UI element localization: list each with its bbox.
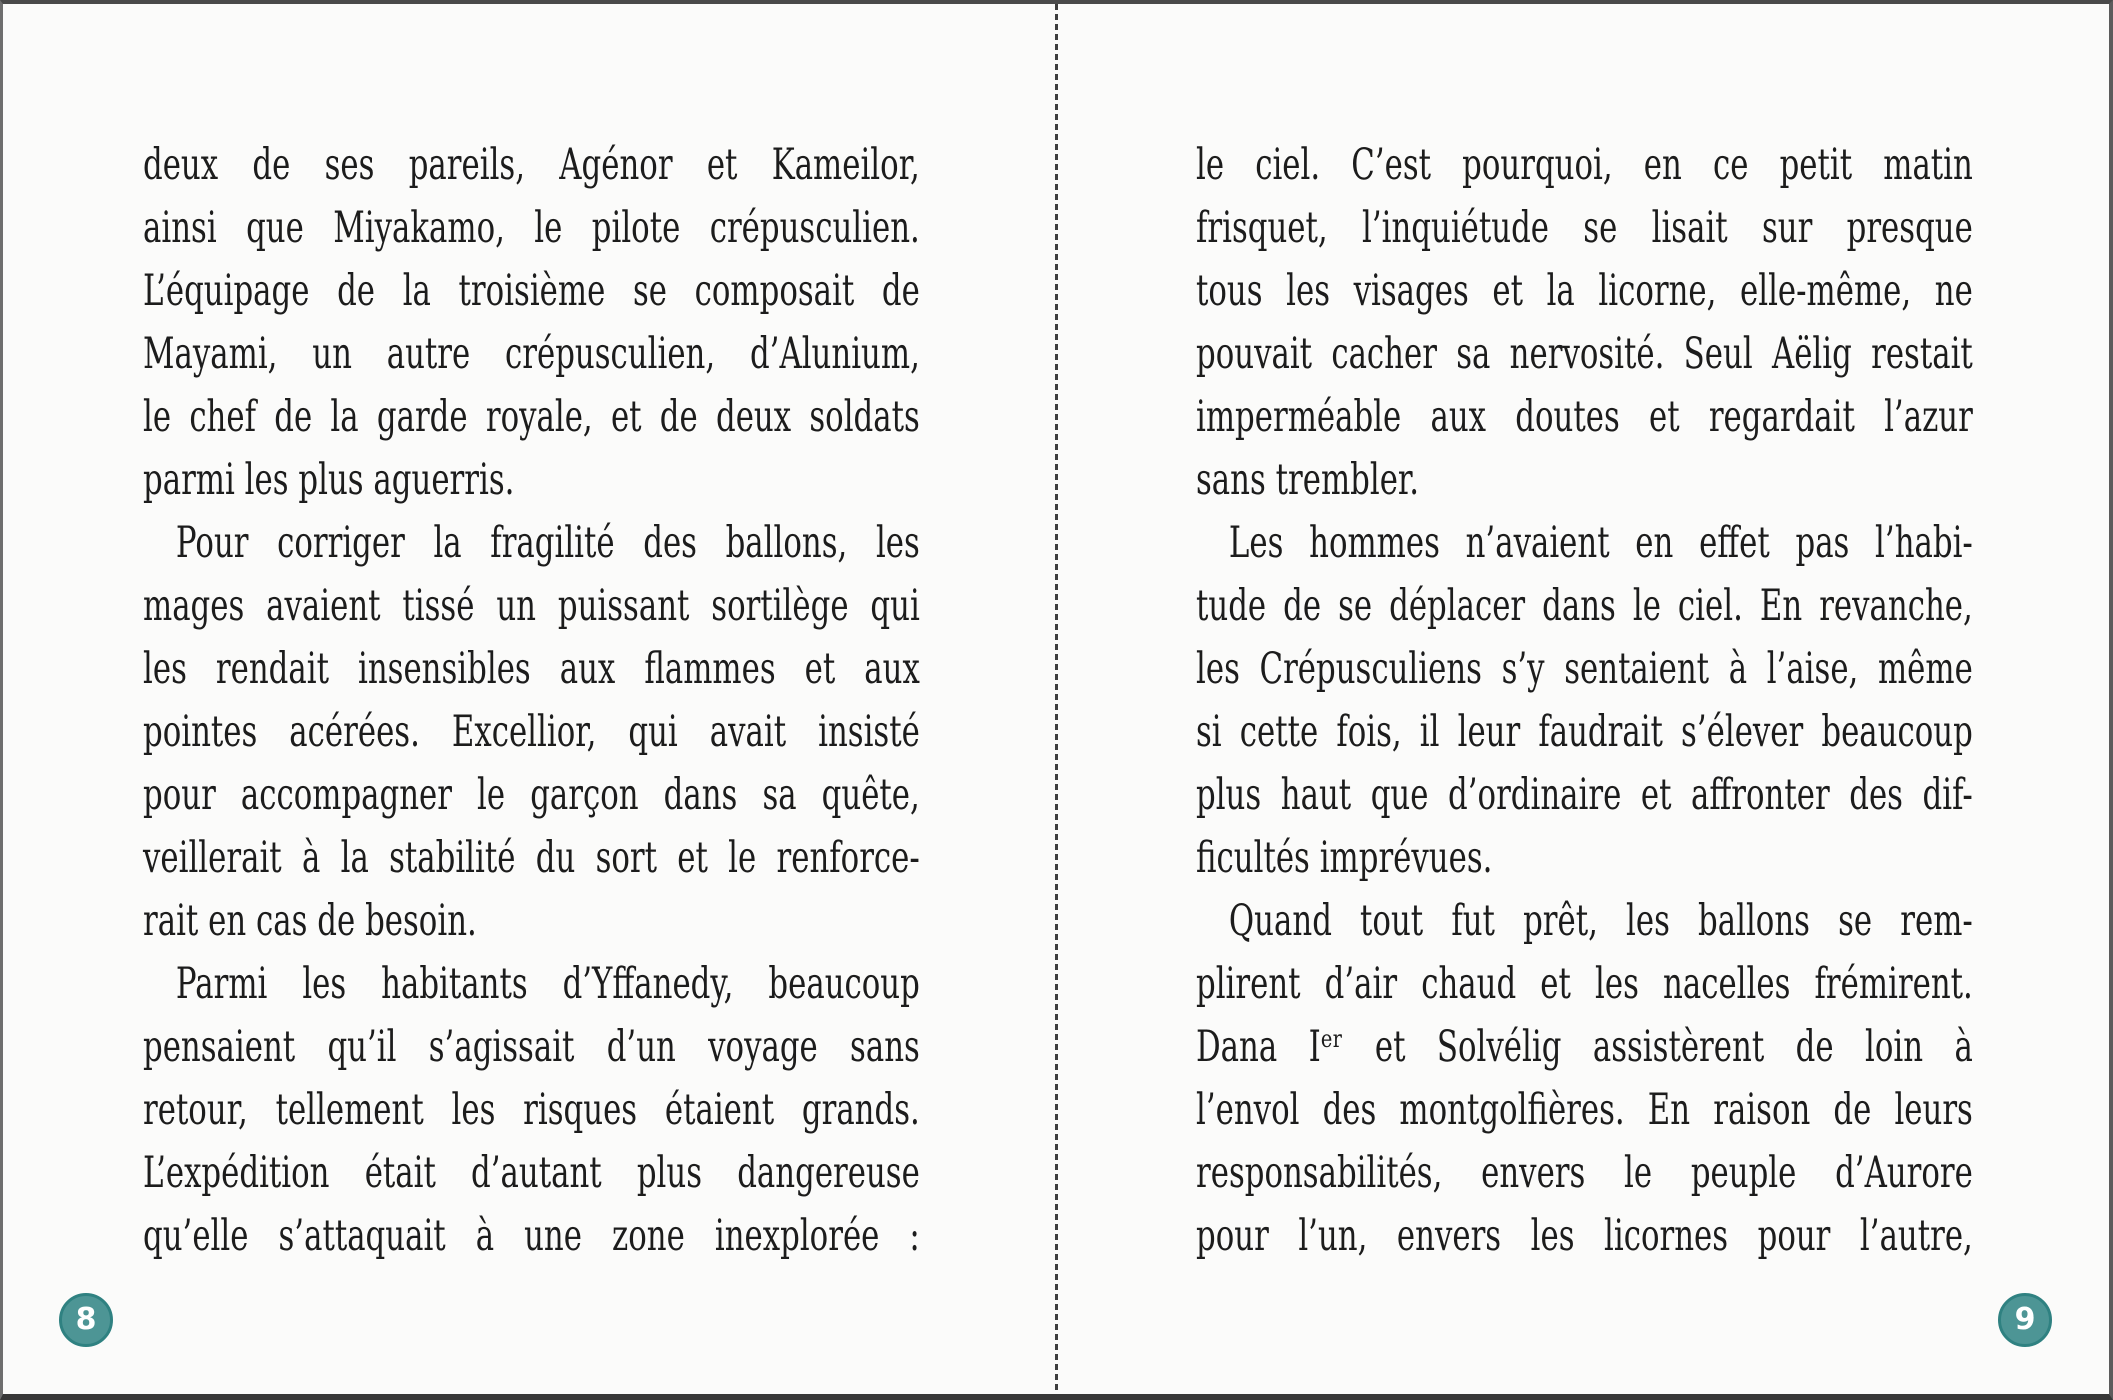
- word: licornes: [1604, 1211, 1729, 1261]
- word: que: [246, 203, 304, 253]
- word: beaucoup: [768, 959, 920, 1009]
- word: ses: [324, 140, 375, 190]
- word: les: [1286, 266, 1331, 316]
- word: haut: [1280, 770, 1352, 820]
- word: des: [643, 518, 697, 568]
- word: cas: [256, 896, 308, 946]
- word: dangereuse: [737, 1148, 920, 1198]
- word: plus: [298, 455, 364, 505]
- text-line: [143, 386, 920, 449]
- word: besoin.: [365, 896, 477, 946]
- word: mages: [143, 581, 245, 631]
- word: et: [1648, 392, 1680, 442]
- word: deux: [143, 140, 219, 190]
- word: ballons: [1698, 896, 1810, 946]
- word: flammes: [644, 644, 776, 694]
- word: C’est: [1351, 140, 1432, 190]
- word: avaient: [266, 581, 381, 631]
- word: et: [706, 140, 738, 190]
- word: corriger: [277, 518, 405, 568]
- text-line: [1196, 701, 1973, 764]
- word: pensaient: [143, 1022, 296, 1072]
- word: imperméable: [1196, 392, 1402, 442]
- word: le: [728, 833, 757, 883]
- center-gutter-dashed-line: [1055, 4, 1058, 1394]
- word: le: [143, 392, 172, 442]
- word: envers: [1396, 1211, 1502, 1261]
- word: deux: [715, 392, 792, 442]
- word: chaud: [1421, 959, 1517, 1009]
- word: quête,: [821, 770, 920, 820]
- word: à: [475, 1211, 495, 1261]
- word: aux: [559, 644, 616, 694]
- word: même: [1877, 644, 1973, 694]
- word: et: [677, 833, 708, 883]
- word: Mayami,: [143, 329, 278, 379]
- word: zone: [612, 1211, 685, 1261]
- word: pouvait: [1196, 329, 1313, 379]
- text-line: [1196, 1079, 1973, 1142]
- word: peuple: [1690, 1148, 1797, 1198]
- word: du: [535, 833, 576, 883]
- word: les: [1196, 644, 1240, 694]
- text-line: [1196, 1016, 1973, 1079]
- word: revanche,: [1819, 581, 1973, 631]
- word: déplacer: [1389, 581, 1526, 631]
- word: cacher: [1331, 329, 1437, 379]
- text-line: [143, 827, 920, 890]
- word: de: [252, 140, 291, 190]
- text-line: [1196, 1205, 1973, 1268]
- word: les: [143, 644, 187, 694]
- word: de: [1795, 1022, 1834, 1072]
- word: trembler.: [1275, 455, 1420, 505]
- word: pour: [143, 770, 216, 820]
- word: à: [301, 833, 321, 883]
- word: risques: [523, 1085, 638, 1135]
- word: autre: [386, 329, 471, 379]
- word: acérées.: [289, 707, 420, 757]
- word: Excellior,: [451, 707, 597, 757]
- word: composait: [694, 266, 855, 316]
- word: loin: [1865, 1022, 1924, 1072]
- word: restait: [1871, 329, 1973, 379]
- word: voyage: [708, 1022, 818, 1072]
- word: ne: [1934, 266, 1973, 316]
- word: Les: [1228, 518, 1284, 568]
- word: aux: [864, 644, 920, 694]
- text-line: [1196, 512, 1973, 575]
- word: garçon: [530, 770, 639, 820]
- text-line: [143, 1142, 920, 1205]
- word: insisté: [818, 707, 920, 757]
- word: de: [1283, 581, 1322, 631]
- text-line: [1196, 197, 1973, 260]
- word: et: [1640, 770, 1672, 820]
- word: sortilège: [711, 581, 849, 631]
- word: la: [1546, 266, 1575, 316]
- word: des: [1322, 1085, 1377, 1135]
- text-line: [143, 575, 920, 638]
- word: leurs: [1894, 1085, 1973, 1135]
- word: tous: [1196, 266, 1263, 316]
- word: en: [1635, 518, 1674, 568]
- text-line: [143, 197, 920, 260]
- word: rem-: [1900, 896, 1973, 946]
- word: En: [1759, 581, 1803, 631]
- word: étaient: [664, 1085, 775, 1135]
- word: et: [1492, 266, 1523, 316]
- word: était: [364, 1148, 436, 1198]
- text-line: [1196, 638, 1973, 701]
- word: les: [1595, 959, 1639, 1009]
- word: de: [337, 266, 376, 316]
- word: troisième: [458, 266, 606, 316]
- word: pour: [1757, 1211, 1831, 1261]
- text-line: [143, 701, 920, 764]
- word: Crépusculiens: [1259, 644, 1482, 694]
- word: plirent: [1196, 959, 1301, 1009]
- text-line: [143, 890, 920, 953]
- word: :: [909, 1211, 920, 1261]
- word: L’expédition: [143, 1148, 330, 1198]
- word: effet: [1699, 518, 1770, 568]
- word: il: [1419, 707, 1440, 757]
- word: l’aise,: [1766, 644, 1859, 694]
- word: si: [1196, 707, 1222, 757]
- word: s’y: [1501, 644, 1545, 694]
- word: la: [433, 518, 462, 568]
- word: prêt,: [1523, 896, 1598, 946]
- page-number-badge-right: [1998, 1293, 2052, 1347]
- word: sans: [1196, 455, 1266, 505]
- word: à: [1728, 644, 1748, 694]
- word: les: [244, 455, 289, 505]
- word: Iᵉʳ: [1308, 1022, 1344, 1072]
- word: retour,: [143, 1085, 248, 1135]
- word: l’inquiétude: [1361, 203, 1550, 253]
- word: d’Aurore: [1835, 1148, 1973, 1198]
- word: beaucoup: [1821, 707, 1973, 757]
- word: elle-même,: [1740, 266, 1912, 316]
- word: sa: [762, 770, 797, 820]
- word: d’ordinaire: [1448, 770, 1622, 820]
- word: d’Alunium,: [749, 329, 920, 379]
- word: sentaient: [1564, 644, 1710, 694]
- word: rait: [143, 896, 199, 946]
- word: de: [274, 392, 313, 442]
- word: des: [1849, 770, 1903, 820]
- word: Kameilor,: [771, 140, 920, 190]
- word: l’autre,: [1859, 1211, 1973, 1261]
- word: Miyakamo,: [333, 203, 505, 253]
- word: un: [496, 581, 536, 631]
- word: regardait: [1708, 392, 1855, 442]
- word: le: [477, 770, 506, 820]
- word: n’avaient: [1465, 518, 1610, 568]
- word: les: [451, 1085, 496, 1135]
- word: s’élever: [1681, 707, 1804, 757]
- word: garde: [376, 392, 468, 442]
- word: nacelles: [1663, 959, 1791, 1009]
- word: d’air: [1324, 959, 1398, 1009]
- word: ce: [1712, 140, 1749, 190]
- word: Seul: [1683, 329, 1753, 379]
- word: le: [1624, 1148, 1653, 1198]
- word: lisait: [1651, 203, 1728, 253]
- word: le: [1632, 581, 1661, 631]
- text-line: [1196, 827, 1973, 890]
- text-line: [143, 260, 920, 323]
- page-9-text-column: [1196, 134, 1973, 1268]
- word: de: [1833, 1085, 1872, 1135]
- word: doutes: [1515, 392, 1620, 442]
- text-line: [1196, 764, 1973, 827]
- text-line: [143, 134, 920, 197]
- word: et: [1540, 959, 1571, 1009]
- word: s’attaquait: [278, 1211, 446, 1261]
- word: raison: [1713, 1085, 1811, 1135]
- word: sur: [1761, 203, 1813, 253]
- word: royale,: [485, 392, 593, 442]
- word: sa: [1456, 329, 1491, 379]
- word: plus: [1196, 770, 1262, 820]
- text-line: [1196, 1142, 1973, 1205]
- text-line: [143, 1205, 920, 1268]
- word: Aëlig: [1771, 329, 1852, 379]
- text-line: [1196, 890, 1973, 953]
- word: d’autant: [471, 1148, 602, 1198]
- word: une: [524, 1211, 582, 1261]
- word: les: [875, 518, 920, 568]
- word: plus: [636, 1148, 703, 1198]
- text-line: [143, 512, 920, 575]
- word: faudrait: [1538, 707, 1663, 757]
- word: les: [1530, 1211, 1575, 1261]
- word: pour: [1196, 1211, 1269, 1261]
- text-line: [143, 323, 920, 386]
- word: fragilité: [490, 518, 615, 568]
- page-number-label: 9: [2014, 1302, 2036, 1337]
- word: leur: [1457, 707, 1521, 757]
- text-line: [1196, 323, 1973, 386]
- word: que: [1370, 770, 1429, 820]
- word: assistèrent: [1592, 1022, 1765, 1072]
- word: envers: [1481, 1148, 1586, 1198]
- word: Pour: [175, 518, 249, 568]
- page-8-text-column: [143, 134, 920, 1268]
- word: frémirent.: [1814, 959, 1973, 1009]
- word: la: [340, 833, 369, 883]
- text-line: [143, 953, 920, 1016]
- word: avait: [709, 707, 787, 757]
- word: rendait: [215, 644, 329, 694]
- word: ciel.: [1677, 581, 1743, 631]
- word: pas: [1795, 518, 1850, 568]
- word: chef: [189, 392, 257, 442]
- word: s’agissait: [428, 1022, 575, 1072]
- word: tellement: [275, 1085, 424, 1135]
- word: qu’il: [327, 1022, 397, 1072]
- word: pointes: [143, 707, 258, 757]
- text-line: [143, 764, 920, 827]
- word: visages: [1353, 266, 1469, 316]
- word: nervosité.: [1509, 329, 1665, 379]
- text-line: [1196, 575, 1973, 638]
- word: parmi: [143, 455, 235, 505]
- word: pareils,: [408, 140, 526, 190]
- word: frisquet,: [1196, 203, 1328, 253]
- text-line: [1196, 134, 1973, 197]
- word: et: [1374, 1022, 1406, 1072]
- word: aguerris.: [373, 455, 515, 505]
- word: licorne,: [1598, 266, 1717, 316]
- word: l’habi-: [1875, 518, 1973, 568]
- word: cette: [1239, 707, 1319, 757]
- text-line: [1196, 449, 1973, 512]
- word: la: [402, 266, 431, 316]
- word: tude: [1196, 581, 1267, 631]
- word: fut: [1451, 896, 1495, 946]
- word: En: [1647, 1085, 1691, 1135]
- word: dans: [663, 770, 738, 820]
- word: un: [312, 329, 352, 379]
- word: crépusculien.: [709, 203, 920, 253]
- word: matin: [1883, 140, 1973, 190]
- word: ballons,: [725, 518, 848, 568]
- word: soldats: [809, 392, 920, 442]
- word: grands.: [801, 1085, 920, 1135]
- word: presque: [1846, 203, 1973, 253]
- text-line: [143, 1079, 920, 1142]
- word: Solvélig: [1436, 1022, 1562, 1072]
- word: et: [804, 644, 836, 694]
- word: dif-: [1922, 770, 1973, 820]
- word: puissant: [557, 581, 690, 631]
- word: en: [1643, 140, 1682, 190]
- word: se: [1838, 896, 1873, 946]
- word: sans: [850, 1022, 920, 1072]
- text-line: [1196, 953, 1973, 1016]
- word: habitants: [381, 959, 528, 1009]
- word: montgolfières.: [1399, 1085, 1625, 1135]
- word: ciel.: [1255, 140, 1321, 190]
- word: qui: [870, 581, 920, 631]
- word: la: [330, 392, 359, 442]
- word: de: [881, 266, 920, 316]
- word: crépusculien,: [505, 329, 716, 379]
- word: tissé: [402, 581, 475, 631]
- text-line: [143, 1016, 920, 1079]
- word: Dana: [1196, 1022, 1278, 1072]
- word: l’un,: [1298, 1211, 1368, 1261]
- word: à: [1954, 1022, 1973, 1072]
- word: Agénor: [559, 140, 673, 190]
- word: inexplorée: [714, 1211, 880, 1261]
- word: se: [632, 266, 667, 316]
- word: et: [610, 392, 642, 442]
- page-number-label: 8: [75, 1302, 97, 1337]
- word: affronter: [1691, 770, 1830, 820]
- word: stabilité: [389, 833, 516, 883]
- word: l’azur: [1884, 392, 1973, 442]
- word: Quand: [1228, 896, 1332, 946]
- word: aux: [1430, 392, 1487, 442]
- word: accompagner: [240, 770, 452, 820]
- word: de: [317, 896, 356, 946]
- word: se: [1583, 203, 1618, 253]
- word: qui: [628, 707, 678, 757]
- word: l’envol: [1196, 1085, 1300, 1135]
- word: L’équipage: [143, 266, 310, 316]
- word: dans: [1542, 581, 1616, 631]
- word: de: [659, 392, 698, 442]
- word: hommes: [1309, 518, 1440, 568]
- text-line: [143, 449, 920, 512]
- text-line: [1196, 260, 1973, 323]
- word: sort: [595, 833, 657, 883]
- word: en: [208, 896, 247, 946]
- word: les: [1626, 896, 1670, 946]
- word: fois,: [1336, 707, 1402, 757]
- word: Parmi: [175, 959, 268, 1009]
- word: se: [1338, 581, 1373, 631]
- text-line: [1196, 386, 1973, 449]
- word: d’un: [606, 1022, 676, 1072]
- word: ainsi: [143, 203, 217, 253]
- word: le: [1196, 140, 1225, 190]
- word: pilote: [591, 203, 681, 253]
- word: renforce-: [776, 833, 920, 883]
- word: imprévues.: [1319, 833, 1493, 883]
- word: d’Yffanedy,: [562, 959, 734, 1009]
- word: veillerait: [143, 833, 282, 883]
- word: qu’elle: [143, 1211, 249, 1261]
- word: pourquoi,: [1462, 140, 1613, 190]
- word: le: [534, 203, 563, 253]
- word: petit: [1779, 140, 1853, 190]
- word: responsabilités,: [1196, 1148, 1443, 1198]
- word: insensibles: [357, 644, 531, 694]
- word: tout: [1360, 896, 1424, 946]
- page-number-badge-left: [59, 1293, 113, 1347]
- word: les: [302, 959, 347, 1009]
- text-line: [143, 638, 920, 701]
- word: ficultés: [1196, 833, 1310, 883]
